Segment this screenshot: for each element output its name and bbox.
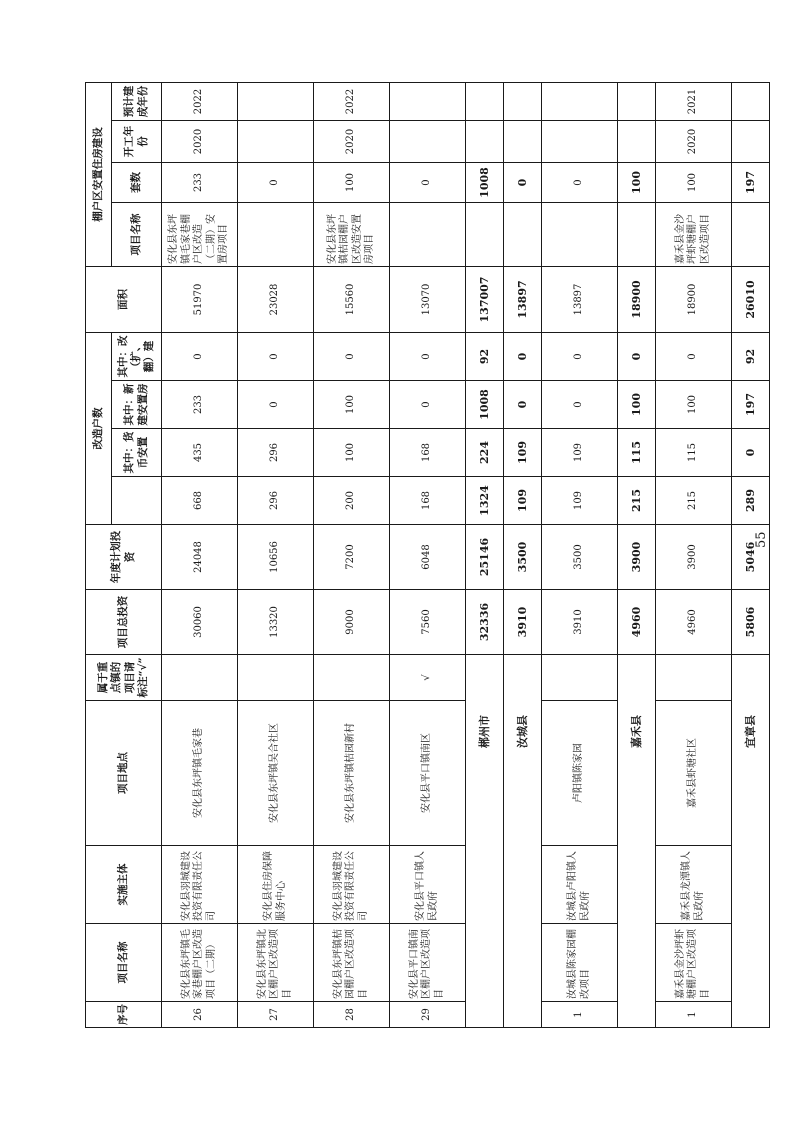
- cell-area: 13897: [542, 267, 618, 333]
- table-row: [656, 83, 732, 1028]
- cell-resettle-name: [732, 203, 770, 267]
- subtotal-row: [732, 83, 770, 1028]
- cell-start-year: [618, 121, 656, 163]
- cell-total-invest: 3910: [504, 590, 542, 655]
- cell-rebuild: 0: [542, 333, 618, 381]
- cell-new-build: 233: [162, 381, 238, 429]
- header-resettle-group: 棚户区安置住房建设: [86, 83, 112, 267]
- cell-key-town: [314, 655, 390, 701]
- header-cash: 其中：货币安置: [112, 429, 162, 477]
- cell-key-town: [162, 655, 238, 701]
- cell-finish-year: [618, 83, 656, 121]
- cell-area: 23028: [238, 267, 314, 333]
- cell-seq: 1: [542, 1002, 618, 1028]
- table-row: [238, 83, 314, 1028]
- cell-key-town: √: [390, 655, 466, 701]
- cell-resettle-name: [466, 203, 504, 267]
- cell-households: 289: [732, 477, 770, 525]
- cell-cash: 109: [542, 429, 618, 477]
- cell-project-name: 安化县东坪镇北区棚户区改造项目: [238, 924, 314, 1002]
- cell-area: 15560: [314, 267, 390, 333]
- page-number: 55: [754, 531, 769, 548]
- cell-rebuild: 0: [618, 333, 656, 381]
- cell-location: 安化县东坪镇吴合社区: [238, 701, 314, 846]
- cell-households: 296: [238, 477, 314, 525]
- cell-entity: 嘉禾县龙潭镇人民政府: [656, 846, 732, 924]
- cell-total-invest: 4960: [618, 590, 656, 655]
- subtotal-label: 宜章县: [732, 655, 770, 1028]
- cell-area: 13070: [390, 267, 466, 333]
- cell-start-year: [390, 121, 466, 163]
- cell-area: 26010: [732, 267, 770, 333]
- cell-units: 100: [618, 163, 656, 203]
- cell-finish-year: [390, 83, 466, 121]
- cell-annual-invest: 5046: [732, 525, 770, 590]
- cell-resettle-name: 安化县东坪镇毛家巷棚户区改造（二期）安置房项目: [162, 203, 238, 267]
- cell-start-year: [466, 121, 504, 163]
- cell-key-town: [656, 655, 732, 701]
- cell-start-year: 2020: [162, 121, 238, 163]
- cell-rebuild: 92: [732, 333, 770, 381]
- cell-new-build: 0: [390, 381, 466, 429]
- cell-annual-invest: 3500: [542, 525, 618, 590]
- cell-rebuild: 0: [656, 333, 732, 381]
- cell-total-invest: 30060: [162, 590, 238, 655]
- cell-start-year: [542, 121, 618, 163]
- header-location: 项目地点: [86, 701, 162, 846]
- cell-annual-invest: 7200: [314, 525, 390, 590]
- cell-resettle-name: 安化县东坪镇桔园棚户区改造安置房项目: [314, 203, 390, 267]
- cell-rebuild: 0: [314, 333, 390, 381]
- cell-start-year: 2020: [314, 121, 390, 163]
- cell-units: 197: [732, 163, 770, 203]
- subtotal-row: [504, 83, 542, 1028]
- cell-finish-year: [732, 83, 770, 121]
- cell-households: 168: [390, 477, 466, 525]
- cell-key-town: [238, 655, 314, 701]
- cell-households: 1324: [466, 477, 504, 525]
- cell-location: 安化县东坪镇毛家巷: [162, 701, 238, 846]
- cell-annual-invest: 25146: [466, 525, 504, 590]
- cell-rebuild: 0: [238, 333, 314, 381]
- header-entity: 实施主体: [86, 846, 162, 924]
- header-resettle-name: 项目名称: [112, 203, 162, 267]
- cell-units: 100: [656, 163, 732, 203]
- header-seq: 序号: [86, 1002, 162, 1028]
- header-key-town: 属于重点镇的项目请标注“√”: [86, 655, 162, 701]
- cell-entity: 安化县住房保障服务中心: [238, 846, 314, 924]
- cell-cash: 435: [162, 429, 238, 477]
- subtotal-label: 汝城县: [504, 655, 542, 1028]
- header-total-invest: 项目总投资: [86, 590, 162, 655]
- cell-area: 18900: [618, 267, 656, 333]
- subtotal-row: [618, 83, 656, 1028]
- cell-resettle-name: [542, 203, 618, 267]
- cell-new-build: 100: [618, 381, 656, 429]
- header-project-name: 项目名称: [86, 924, 162, 1002]
- cell-households: 200: [314, 477, 390, 525]
- cell-units: 0: [542, 163, 618, 203]
- cell-seq: 1: [656, 1002, 732, 1028]
- cell-project-name: 嘉禾县金沙坪虾塘棚户区改造项目: [656, 924, 732, 1002]
- cell-project-name: 汝城县陈家园棚改项目: [542, 924, 618, 1002]
- cell-rebuild: 0: [390, 333, 466, 381]
- cell-units: 233: [162, 163, 238, 203]
- header-households-total: [112, 477, 162, 525]
- cell-finish-year: [238, 83, 314, 121]
- cell-start-year: [238, 121, 314, 163]
- cell-cash: 115: [618, 429, 656, 477]
- cell-rebuild: 0: [504, 333, 542, 381]
- cell-entity: 安化县平口镇人民政府: [390, 846, 466, 924]
- cell-finish-year: [542, 83, 618, 121]
- cell-resettle-name: [618, 203, 656, 267]
- subtotal-row: [466, 83, 504, 1028]
- cell-annual-invest: 3500: [504, 525, 542, 590]
- table-row: [162, 83, 238, 1028]
- cell-location: 安化县东坪镇桔园新村: [314, 701, 390, 846]
- cell-seq: 28: [314, 1002, 390, 1028]
- cell-households: 215: [656, 477, 732, 525]
- header-finish-year: 预计建成年份: [112, 83, 162, 121]
- cell-annual-invest: 24048: [162, 525, 238, 590]
- cell-resettle-name: [390, 203, 466, 267]
- cell-annual-invest: 6048: [390, 525, 466, 590]
- header-households-group: 改造户数: [86, 333, 112, 525]
- header-annual-invest: 年度计划投资: [86, 525, 162, 590]
- cell-units: 0: [390, 163, 466, 203]
- cell-project-name: 安化县东坪镇桔园棚户区改造项目: [314, 924, 390, 1002]
- cell-new-build: 0: [542, 381, 618, 429]
- cell-total-invest: 9000: [314, 590, 390, 655]
- rotated-document: [85, 83, 757, 1028]
- cell-cash: 0: [732, 429, 770, 477]
- cell-annual-invest: 10656: [238, 525, 314, 590]
- header-start-year: 开工年份: [112, 121, 162, 163]
- cell-entity: 安化县羽城建设投资有限责任公司: [314, 846, 390, 924]
- header-units: 套数: [112, 163, 162, 203]
- cell-cash: 100: [314, 429, 390, 477]
- shantytown-renovation-table: [85, 82, 770, 1028]
- cell-households: 215: [618, 477, 656, 525]
- header-new-build: 其中：新建安置房: [112, 381, 162, 429]
- cell-finish-year: [504, 83, 542, 121]
- cell-entity: 汝城县卢阳镇人民政府: [542, 846, 618, 924]
- cell-start-year: 2020: [656, 121, 732, 163]
- cell-location: 卢阳镇陈家园: [542, 701, 618, 846]
- cell-start-year: [732, 121, 770, 163]
- cell-total-invest: 3910: [542, 590, 618, 655]
- cell-area: 137007: [466, 267, 504, 333]
- cell-households: 109: [542, 477, 618, 525]
- table-body: [162, 83, 770, 1028]
- cell-new-build: 197: [732, 381, 770, 429]
- table-row: [542, 83, 618, 1028]
- cell-resettle-name: [238, 203, 314, 267]
- cell-rebuild: 0: [162, 333, 238, 381]
- cell-total-invest: 32336: [466, 590, 504, 655]
- cell-new-build: 0: [238, 381, 314, 429]
- cell-area: 18900: [656, 267, 732, 333]
- cell-new-build: 100: [656, 381, 732, 429]
- cell-cash: 224: [466, 429, 504, 477]
- cell-location: 安化县平口镇南区: [390, 701, 466, 846]
- cell-cash: 168: [390, 429, 466, 477]
- header-area: 面积: [86, 267, 162, 333]
- cell-annual-invest: 3900: [618, 525, 656, 590]
- cell-finish-year: 2022: [162, 83, 238, 121]
- cell-start-year: [504, 121, 542, 163]
- subtotal-label: 郴州市: [466, 655, 504, 1028]
- cell-resettle-name: 嘉禾县金沙坪虾塘棚户区改造项目: [656, 203, 732, 267]
- subtotal-label: 嘉禾县: [618, 655, 656, 1028]
- cell-seq: 29: [390, 1002, 466, 1028]
- cell-households: 109: [504, 477, 542, 525]
- cell-location: 嘉禾县虾塘社区: [656, 701, 732, 846]
- cell-finish-year: [466, 83, 504, 121]
- cell-area: 13897: [504, 267, 542, 333]
- cell-project-name: 安化县东坪镇毛家巷棚户区改造项目（二期）: [162, 924, 238, 1002]
- cell-area: 51970: [162, 267, 238, 333]
- cell-units: 1008: [466, 163, 504, 203]
- cell-new-build: 100: [314, 381, 390, 429]
- cell-units: 100: [314, 163, 390, 203]
- header-rebuild: 其中：改（扩、翻）建: [112, 333, 162, 381]
- cell-cash: 109: [504, 429, 542, 477]
- table-row: [390, 83, 466, 1028]
- cell-annual-invest: 3900: [656, 525, 732, 590]
- cell-finish-year: 2021: [656, 83, 732, 121]
- table-row: [314, 83, 390, 1028]
- cell-cash: 115: [656, 429, 732, 477]
- cell-seq: 26: [162, 1002, 238, 1028]
- cell-project-name: 安化县平口镇南区棚户区改造项目: [390, 924, 466, 1002]
- cell-total-invest: 13320: [238, 590, 314, 655]
- cell-rebuild: 92: [466, 333, 504, 381]
- cell-households: 668: [162, 477, 238, 525]
- cell-total-invest: 5806: [732, 590, 770, 655]
- cell-new-build: 0: [504, 381, 542, 429]
- cell-key-town: [542, 655, 618, 701]
- cell-total-invest: 4960: [656, 590, 732, 655]
- cell-units: 0: [238, 163, 314, 203]
- cell-units: 0: [504, 163, 542, 203]
- cell-new-build: 1008: [466, 381, 504, 429]
- cell-total-invest: 7560: [390, 590, 466, 655]
- cell-seq: 27: [238, 1002, 314, 1028]
- cell-cash: 296: [238, 429, 314, 477]
- cell-finish-year: 2022: [314, 83, 390, 121]
- cell-resettle-name: [504, 203, 542, 267]
- cell-entity: 安化县羽城建设投资有限责任公司: [162, 846, 238, 924]
